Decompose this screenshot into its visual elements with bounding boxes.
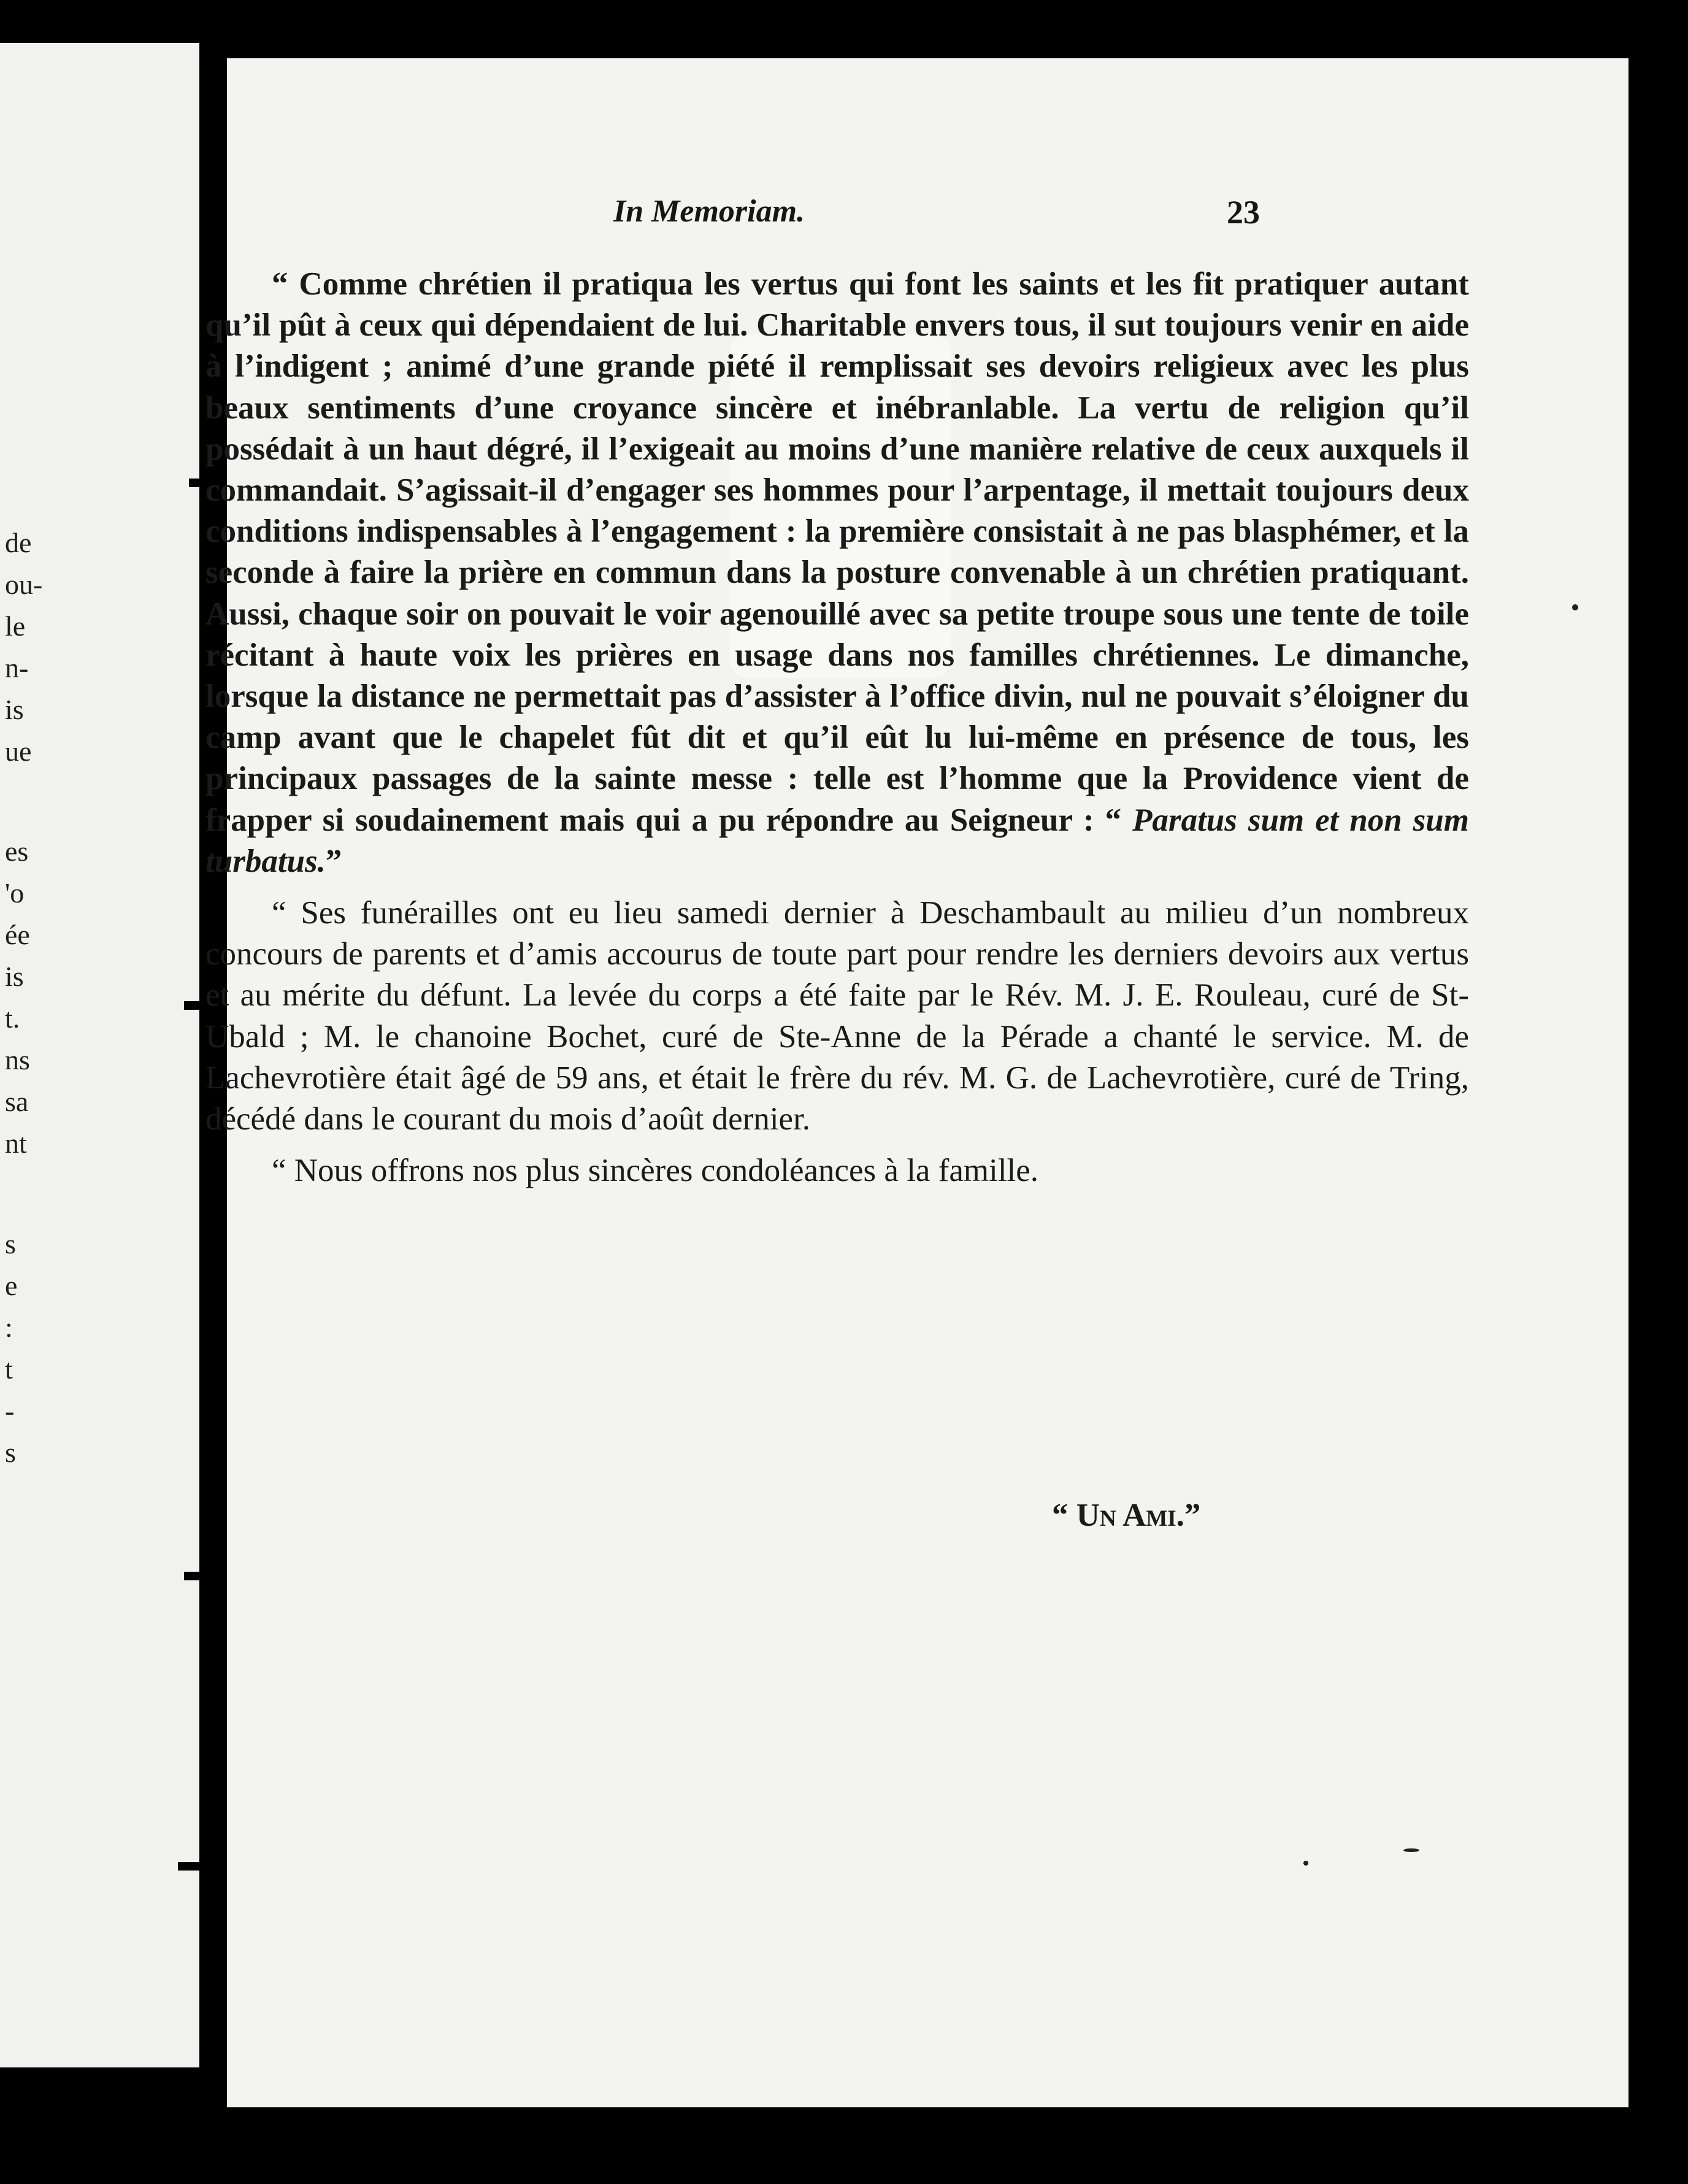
- left-text-fragment: de: [5, 527, 32, 558]
- page-speck: [1403, 1848, 1419, 1852]
- latin-quote: Paratus sum et non sum turbatus.: [205, 802, 1470, 879]
- left-text-fragment: ue: [5, 736, 32, 767]
- left-text-fragment: 'o: [5, 877, 25, 909]
- paragraph-text: “ Comme chrétien il pratiqua les vertus qui font les saints et les fit pratiquer autant qu’il pût à ceux qui dépendaient de lui. Charitable envers tous, il sut toujours venir en aide à l’indigent ; animé d’une grande piété il remplissait ses devoirs religieux avec les plus beaux sentiments d’une croyance sincère et inébranlable. La vertu de religion qu’il possédait à un haut dégré, il l’exigeait au moins d’une manière relative de ceux auxquels il commandait. S’agissait-il d’engager ses hommes pour l’arpentage, il mettait toujours deux conditions indispensables à l’engagement : la première consistait à ne pas blasphémer, et la seconde à faire la prière en commun dans la posture convenable à un chrétien pratiquant. Aussi, chaque soir on pouvait le voir agenouillé avec sa petite troupe sous une tente de toile récitant à haute voix les prières en usage dans nos familles chrétiennes. Le dimanche, lorsque la distance ne permettait pas d’assister à l’office divin, nul ne pouvait s’éloigner du camp avant que le chapelet fût dit et qu’il eût lu lui-même en présence de tous, les principaux passages de la sainte messe : telle est l’homme que la Providence vient de frapper si soudainement mais qui a pu répondre au Seigneur : “: [205, 266, 1469, 838]
- paragraph-funeral: “ Ses funérailles ont eu lieu samedi dernier à Deschambault au milieu d’un nombreux concours de parents et d’amis accourus de toute part pour rendre les derniers devoirs aux vertus et au mérite du défunt. La levée du corps a été faite par le Rév. M. J. E. Rouleau, curé de St-Ubald ; M. le chanoine Bochet, curé de Ste-Anne de la Pérade a chanté le service. M. de Lachevrotière était âgé de 59 ans, et était le frère du rév. M. G. de Lachevrotière, curé de Tring, décédé dans le courant du mois d’août dernier.: [205, 895, 1469, 1137]
- left-text-fragment: n-: [5, 652, 29, 683]
- left-text-fragment: t.: [5, 1002, 20, 1034]
- left-text-fragment: is: [5, 694, 24, 725]
- closing-quote: ”: [325, 843, 342, 879]
- page-number: 23: [1227, 194, 1260, 231]
- left-text-fragment: t: [5, 1353, 13, 1385]
- left-text-fragment: e: [5, 1270, 18, 1301]
- left-page-fragment: [0, 43, 199, 2067]
- left-text-fragment: s: [5, 1437, 16, 1468]
- left-text-fragment: s: [5, 1228, 16, 1259]
- left-text-fragment: -: [5, 1395, 15, 1426]
- left-text-fragment: is: [5, 961, 24, 992]
- page-speck: [1303, 1861, 1308, 1866]
- paragraph-condolences: “ Nous offrons nos plus sincères condoléances à la famille.: [272, 1153, 1039, 1189]
- page-speck: [1572, 604, 1578, 610]
- paragraph-character: [205, 264, 1469, 882]
- left-text-fragment: sa: [5, 1086, 29, 1117]
- left-text-fragment: nt: [5, 1128, 27, 1159]
- left-text-fragment: ou-: [5, 569, 43, 600]
- left-text-fragment: :: [5, 1312, 13, 1343]
- running-title: In Memoriam.: [613, 194, 805, 229]
- left-text-fragment: ée: [5, 919, 30, 950]
- left-text-fragment: ns: [5, 1044, 30, 1075]
- body-text: [205, 264, 1469, 1202]
- left-text-fragment: es: [5, 836, 29, 867]
- left-text-fragment: le: [5, 610, 26, 642]
- signature: “ Un Ami.”: [1052, 1498, 1201, 1533]
